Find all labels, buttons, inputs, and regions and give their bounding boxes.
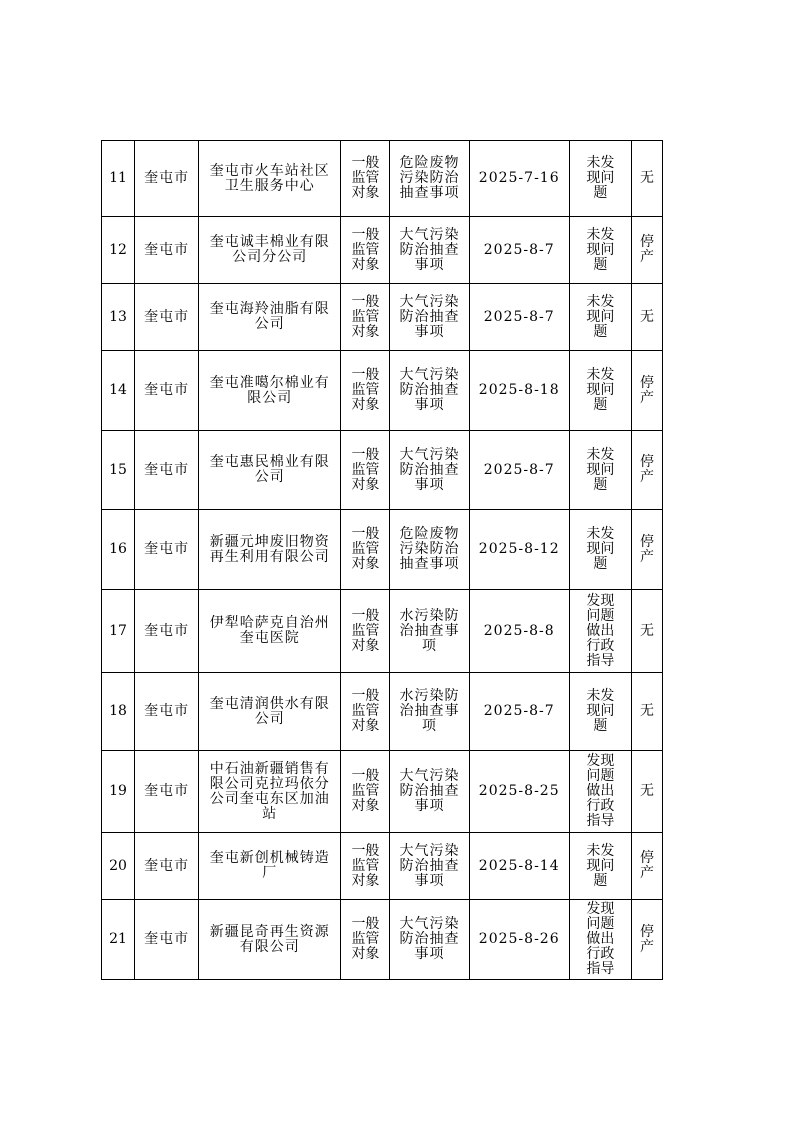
cell-inspection-item: 大气污染防治抽查事项: [390, 217, 469, 284]
cell-organization: 奎屯新创机械铸造厂: [199, 833, 341, 900]
cell-result: 未发现问题: [569, 673, 631, 751]
cell-result: 未发现问题: [569, 431, 631, 510]
cell-note: 停产: [631, 351, 662, 431]
cell-note: 无: [631, 673, 662, 751]
table-row: [102, 751, 663, 833]
cell-city: 奎屯市: [135, 217, 199, 284]
cell-supervision-type: 一般监管对象: [341, 510, 390, 590]
cell-inspection-date: 2025-8-14: [469, 833, 569, 900]
cell-result: 未发现问题: [569, 510, 631, 590]
cell-inspection-item: 大气污染防治抽查事项: [390, 351, 469, 431]
cell-note: 停产: [631, 900, 662, 980]
cell-inspection-item: 水污染防治抽查事项: [390, 673, 469, 751]
cell-organization: 新疆昆奇再生资源有限公司: [199, 900, 341, 980]
cell-number: 21: [102, 900, 135, 980]
cell-number: 15: [102, 431, 135, 510]
table-row: [102, 900, 663, 980]
cell-supervision-type: 一般监管对象: [341, 751, 390, 833]
cell-number: 19: [102, 751, 135, 833]
cell-inspection-date: 2025-8-18: [469, 351, 569, 431]
cell-supervision-type: 一般监管对象: [341, 141, 390, 217]
cell-organization: 中石油新疆销售有限公司克拉玛依分公司奎屯东区加油站: [199, 751, 341, 833]
cell-supervision-type: 一般监管对象: [341, 900, 390, 980]
cell-supervision-type: 一般监管对象: [341, 431, 390, 510]
cell-number: 20: [102, 833, 135, 900]
cell-note: 无: [631, 751, 662, 833]
cell-city: 奎屯市: [135, 351, 199, 431]
cell-inspection-date: 2025-8-7: [469, 284, 569, 351]
cell-organization: 奎屯惠民棉业有限公司: [199, 431, 341, 510]
cell-number: 18: [102, 673, 135, 751]
cell-city: 奎屯市: [135, 431, 199, 510]
cell-number: 17: [102, 590, 135, 673]
cell-supervision-type: 一般监管对象: [341, 284, 390, 351]
cell-note: 无: [631, 590, 662, 673]
table-row: [102, 284, 663, 351]
cell-number: 13: [102, 284, 135, 351]
cell-inspection-item: 大气污染防治抽查事项: [390, 431, 469, 510]
cell-city: 奎屯市: [135, 141, 199, 217]
table-row: [102, 590, 663, 673]
cell-organization: 奎屯诚丰棉业有限公司分公司: [199, 217, 341, 284]
cell-inspection-item: 水污染防治抽查事项: [390, 590, 469, 673]
table-row: [102, 351, 663, 431]
cell-inspection-date: 2025-7-16: [469, 141, 569, 217]
cell-result: 发现问题做出行政指导: [569, 751, 631, 833]
cell-supervision-type: 一般监管对象: [341, 673, 390, 751]
cell-organization: 奎屯市火车站社区卫生服务中心: [199, 141, 341, 217]
cell-inspection-item: 大气污染防治抽查事项: [390, 833, 469, 900]
cell-inspection-item: 危险废物污染防治抽查事项: [390, 141, 469, 217]
cell-organization: 奎屯准噶尔棉业有限公司: [199, 351, 341, 431]
cell-organization: 奎屯清润供水有限公司: [199, 673, 341, 751]
cell-inspection-item: 大气污染防治抽查事项: [390, 900, 469, 980]
cell-city: 奎屯市: [135, 900, 199, 980]
cell-result: 发现问题做出行政指导: [569, 900, 631, 980]
cell-result: 未发现问题: [569, 351, 631, 431]
cell-number: 11: [102, 141, 135, 217]
cell-note: 停产: [631, 510, 662, 590]
cell-city: 奎屯市: [135, 510, 199, 590]
table-row: [102, 673, 663, 751]
cell-city: 奎屯市: [135, 590, 199, 673]
cell-inspection-date: 2025-8-7: [469, 217, 569, 284]
table-row: [102, 510, 663, 590]
cell-inspection-item: 大气污染防治抽查事项: [390, 751, 469, 833]
cell-result: 未发现问题: [569, 217, 631, 284]
cell-inspection-item: 危险废物污染防治抽查事项: [390, 510, 469, 590]
cell-city: 奎屯市: [135, 751, 199, 833]
cell-note: 停产: [631, 833, 662, 900]
cell-number: 12: [102, 217, 135, 284]
table-row: [102, 431, 663, 510]
cell-supervision-type: 一般监管对象: [341, 590, 390, 673]
cell-city: 奎屯市: [135, 673, 199, 751]
table-row: [102, 833, 663, 900]
cell-inspection-date: 2025-8-8: [469, 590, 569, 673]
table-row: [102, 217, 663, 284]
cell-city: 奎屯市: [135, 833, 199, 900]
cell-inspection-date: 2025-8-7: [469, 673, 569, 751]
cell-note: 无: [631, 141, 662, 217]
cell-inspection-item: 大气污染防治抽查事项: [390, 284, 469, 351]
cell-result: 未发现问题: [569, 833, 631, 900]
cell-supervision-type: 一般监管对象: [341, 351, 390, 431]
cell-result: 未发现问题: [569, 284, 631, 351]
cell-note: 无: [631, 284, 662, 351]
cell-inspection-date: 2025-8-12: [469, 510, 569, 590]
cell-city: 奎屯市: [135, 284, 199, 351]
cell-supervision-type: 一般监管对象: [341, 217, 390, 284]
cell-number: 14: [102, 351, 135, 431]
cell-inspection-date: 2025-8-25: [469, 751, 569, 833]
cell-note: 停产: [631, 431, 662, 510]
cell-organization: 伊犁哈萨克自治州奎屯医院: [199, 590, 341, 673]
cell-result: 未发现问题: [569, 141, 631, 217]
cell-inspection-date: 2025-8-26: [469, 900, 569, 980]
table-row: [102, 141, 663, 217]
cell-note: 停产: [631, 217, 662, 284]
cell-organization: 新疆元坤废旧物资再生利用有限公司: [199, 510, 341, 590]
inspection-table: [101, 140, 663, 980]
cell-number: 16: [102, 510, 135, 590]
cell-organization: 奎屯海羚油脂有限公司: [199, 284, 341, 351]
table-body: [102, 141, 663, 980]
cell-inspection-date: 2025-8-7: [469, 431, 569, 510]
cell-supervision-type: 一般监管对象: [341, 833, 390, 900]
cell-result: 发现问题做出行政指导: [569, 590, 631, 673]
